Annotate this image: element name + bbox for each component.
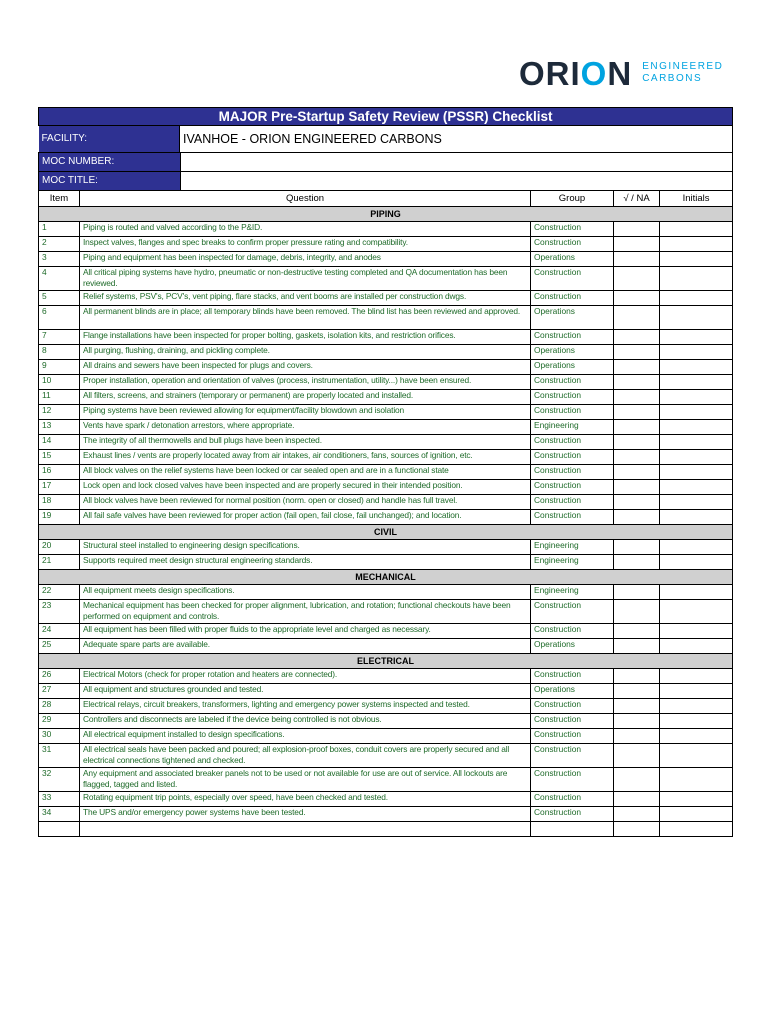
checklist-row — [39, 345, 733, 360]
section-header-row — [39, 570, 733, 585]
item-number: 24 — [39, 624, 80, 639]
question-text: Vents have spark / detonation arrestors, where appropriate. — [80, 420, 531, 435]
section-title: PIPING — [39, 207, 733, 222]
initials-cell[interactable] — [660, 495, 733, 510]
check-cell[interactable] — [614, 669, 660, 684]
check-cell[interactable] — [614, 495, 660, 510]
initials-cell[interactable] — [660, 744, 733, 768]
initials-cell[interactable] — [660, 267, 733, 291]
check-cell[interactable] — [614, 345, 660, 360]
check-cell[interactable] — [614, 807, 660, 822]
group-value: Construction — [531, 237, 614, 252]
question-text: Mechanical equipment has been checked for proper alignment, lubrication, and rotation; functional checkouts have been performed on equipment and controls. — [80, 600, 531, 624]
question-text: Adequate spare parts are available. — [80, 639, 531, 654]
group-value: Construction — [531, 291, 614, 306]
blank-cell — [531, 822, 614, 837]
item-number: 30 — [39, 729, 80, 744]
checklist-row — [39, 465, 733, 480]
item-number: 13 — [39, 420, 80, 435]
check-cell[interactable] — [614, 768, 660, 792]
initials-cell[interactable] — [660, 480, 733, 495]
group-value: Operations — [531, 684, 614, 699]
col-header-question: Question — [80, 191, 531, 207]
checklist-row — [39, 729, 733, 744]
checklist-row — [39, 420, 733, 435]
moc-title-label: MOC TITLE: — [39, 172, 180, 190]
check-cell[interactable] — [614, 792, 660, 807]
check-cell[interactable] — [614, 744, 660, 768]
initials-cell[interactable] — [660, 252, 733, 267]
group-value: Engineering — [531, 420, 614, 435]
question-text: All electrical equipment installed to design specifications. — [80, 729, 531, 744]
question-text: Rotating equipment trip points, especially over speed, have been checked and tested. — [80, 792, 531, 807]
initials-cell[interactable] — [660, 291, 733, 306]
question-text: Relief systems, PSV's, PCV's, vent piping, flare stacks, and vent booms are installed per construction dwgs. — [80, 291, 531, 306]
initials-cell[interactable] — [660, 222, 733, 237]
check-cell[interactable] — [614, 375, 660, 390]
question-text: Exhaust lines / vents are properly located away from air intakes, air conditioners, fans, sources of ignition, etc. — [80, 450, 531, 465]
initials-cell[interactable] — [660, 450, 733, 465]
item-number: 25 — [39, 639, 80, 654]
group-value: Construction — [531, 495, 614, 510]
initials-cell[interactable] — [660, 699, 733, 714]
item-number: 14 — [39, 435, 80, 450]
item-number: 12 — [39, 405, 80, 420]
question-text: All filters, screens, and strainers (temporary or permanent) are properly located and installed. — [80, 390, 531, 405]
initials-cell[interactable] — [660, 435, 733, 450]
check-cell[interactable] — [614, 390, 660, 405]
check-cell[interactable] — [614, 360, 660, 375]
item-number: 7 — [39, 330, 80, 345]
initials-cell[interactable] — [660, 510, 733, 525]
initials-cell[interactable] — [660, 420, 733, 435]
check-cell[interactable] — [614, 729, 660, 744]
checklist-sheet — [38, 107, 732, 837]
section-header-row — [39, 207, 733, 222]
group-value: Construction — [531, 450, 614, 465]
group-value: Operations — [531, 345, 614, 360]
checklist-row — [39, 291, 733, 306]
group-value: Construction — [531, 807, 614, 822]
section-title: MECHANICAL — [39, 570, 733, 585]
moc-number-field[interactable] — [180, 153, 531, 171]
question-text: All equipment meets design specifications. — [80, 585, 531, 600]
blank-cell[interactable] — [660, 822, 733, 837]
group-value: Construction — [531, 375, 614, 390]
check-cell[interactable] — [614, 330, 660, 345]
moc-title-field[interactable] — [180, 172, 531, 190]
blank-cell[interactable] — [614, 822, 660, 837]
checklist-row — [39, 807, 733, 822]
checklist-row — [39, 555, 733, 570]
moc-number-label: MOC NUMBER: — [39, 153, 180, 171]
checklist-row — [39, 330, 733, 345]
question-text: All block valves have been reviewed for normal position (norm. open or closed) and handle has full travel. — [80, 495, 531, 510]
check-cell[interactable] — [614, 405, 660, 420]
question-text: Lock open and lock closed valves have been inspected and are properly secured in their intended position. — [80, 480, 531, 495]
question-text: The integrity of all thermowells and bull plugs have been inspected. — [80, 435, 531, 450]
check-cell[interactable] — [614, 639, 660, 654]
question-text: Structural steel installed to engineering design specifications. — [80, 540, 531, 555]
item-number: 27 — [39, 684, 80, 699]
group-value: Construction — [531, 792, 614, 807]
item-number: 9 — [39, 360, 80, 375]
group-value: Engineering — [531, 555, 614, 570]
checklist-row — [39, 768, 733, 792]
group-value: Construction — [531, 405, 614, 420]
check-cell[interactable] — [614, 222, 660, 237]
item-number: 32 — [39, 768, 80, 792]
col-header-group: Group — [531, 191, 614, 207]
question-text: All fail safe valves have been reviewed for proper action (fail open, fail close, fail unchanged); and location. — [80, 510, 531, 525]
checklist-row — [39, 510, 733, 525]
checklist-row — [39, 375, 733, 390]
group-value: Construction — [531, 600, 614, 624]
item-number: 31 — [39, 744, 80, 768]
question-text: All electrical seals have been packed and poured; all explosion-proof boxes, conduit covers are properly secured and all electrical connections tightened and checked. — [80, 744, 531, 768]
check-cell[interactable] — [614, 450, 660, 465]
question-text: All block valves on the relief systems have been locked or car sealed open and are in a functional state — [80, 465, 531, 480]
item-number: 5 — [39, 291, 80, 306]
item-number: 23 — [39, 600, 80, 624]
checklist-row — [39, 450, 733, 465]
question-text: Piping is routed and valved according to the P&ID. — [80, 222, 531, 237]
group-value: Construction — [531, 744, 614, 768]
initials-cell[interactable] — [660, 555, 733, 570]
question-text: Proper installation, operation and orientation of valves (process, instrumentation, utility...) have been ensured. — [80, 375, 531, 390]
group-value: Engineering — [531, 540, 614, 555]
item-number: 26 — [39, 669, 80, 684]
column-header-row — [39, 191, 733, 207]
initials-cell[interactable] — [660, 714, 733, 729]
question-text: All equipment and structures grounded and tested. — [80, 684, 531, 699]
item-number: 19 — [39, 510, 80, 525]
check-cell[interactable] — [614, 714, 660, 729]
group-value: Construction — [531, 729, 614, 744]
initials-cell[interactable] — [660, 390, 733, 405]
checklist-row — [39, 639, 733, 654]
question-text: Inspect valves, flanges and spec breaks to confirm proper pressure rating and compatibility. — [80, 237, 531, 252]
question-text: Flange installations have been inspected for proper bolting, gaskets, isolation kits, and restriction orifices. — [80, 330, 531, 345]
checklist-row — [39, 585, 733, 600]
item-number: 2 — [39, 237, 80, 252]
group-value: Construction — [531, 714, 614, 729]
check-cell[interactable] — [614, 306, 660, 330]
question-text: Piping and equipment has been inspected for damage, debris, integrity, and anodes — [80, 252, 531, 267]
group-value: Construction — [531, 480, 614, 495]
checklist-row — [39, 390, 733, 405]
item-number: 33 — [39, 792, 80, 807]
blank-cell — [39, 822, 80, 837]
check-cell[interactable] — [614, 585, 660, 600]
item-number: 20 — [39, 540, 80, 555]
item-number: 15 — [39, 450, 80, 465]
question-text: Electrical relays, circuit breakers, transformers, lighting and emergency power systems inspected and tested. — [80, 699, 531, 714]
checklist-row — [39, 624, 733, 639]
check-cell[interactable] — [614, 624, 660, 639]
check-cell[interactable] — [614, 699, 660, 714]
item-number: 6 — [39, 306, 80, 330]
group-value: Operations — [531, 306, 614, 330]
group-value: Construction — [531, 510, 614, 525]
check-cell[interactable] — [614, 540, 660, 555]
checklist-row — [39, 744, 733, 768]
question-text: The UPS and/or emergency power systems have been tested. — [80, 807, 531, 822]
checklist-row — [39, 435, 733, 450]
group-value: Construction — [531, 768, 614, 792]
question-text: Piping systems have been reviewed allowing for equipment/facility blowdown and isolation — [80, 405, 531, 420]
item-number: 21 — [39, 555, 80, 570]
col-header-item: Item — [39, 191, 80, 207]
check-cell[interactable] — [614, 600, 660, 624]
initials-cell[interactable] — [660, 330, 733, 345]
checklist-table — [38, 107, 733, 837]
section-header-row — [39, 525, 733, 540]
checklist-row — [39, 699, 733, 714]
initials-cell[interactable] — [660, 465, 733, 480]
item-number: 8 — [39, 345, 80, 360]
question-text: All drains and sewers have been inspected for plugs and covers. — [80, 360, 531, 375]
checklist-row — [39, 306, 733, 330]
col-header-initials: Initials — [660, 191, 733, 207]
initials-cell[interactable] — [660, 306, 733, 330]
initials-cell[interactable] — [660, 375, 733, 390]
check-cell[interactable] — [614, 510, 660, 525]
item-number: 34 — [39, 807, 80, 822]
check-cell[interactable] — [614, 267, 660, 291]
checklist-row — [39, 237, 733, 252]
initials-cell[interactable] — [660, 600, 733, 624]
check-cell[interactable] — [614, 465, 660, 480]
initials-cell[interactable] — [660, 768, 733, 792]
group-value: Construction — [531, 435, 614, 450]
facility-value[interactable]: IVANHOE - ORION ENGINEERED CARBONS — [180, 126, 531, 152]
group-value: Construction — [531, 390, 614, 405]
initials-cell[interactable] — [660, 669, 733, 684]
checklist-row — [39, 405, 733, 420]
group-value: Operations — [531, 252, 614, 267]
item-number: 28 — [39, 699, 80, 714]
check-cell[interactable] — [614, 252, 660, 267]
checklist-title: MAJOR Pre-Startup Safety Review (PSSR) Checklist — [39, 108, 733, 126]
initials-cell[interactable] — [660, 345, 733, 360]
initials-cell[interactable] — [660, 585, 733, 600]
blank-cell — [80, 822, 531, 837]
check-cell[interactable] — [614, 291, 660, 306]
check-cell[interactable] — [614, 684, 660, 699]
company-logo — [519, 54, 724, 92]
checklist-row — [39, 222, 733, 237]
facility-label: FACILITY: — [39, 126, 180, 152]
question-text: Controllers and disconnects are labeled if the device being controlled is not obvious. — [80, 714, 531, 729]
item-number: 17 — [39, 480, 80, 495]
initials-cell[interactable] — [660, 405, 733, 420]
logo-wordmark: ORION — [519, 54, 633, 92]
item-number: 22 — [39, 585, 80, 600]
question-text: Electrical Motors (check for proper rotation and heaters are connected). — [80, 669, 531, 684]
checklist-row — [39, 252, 733, 267]
item-number: 11 — [39, 390, 80, 405]
checklist-row — [39, 669, 733, 684]
initials-cell[interactable] — [660, 360, 733, 375]
item-number: 29 — [39, 714, 80, 729]
group-value: Construction — [531, 669, 614, 684]
group-value: Operations — [531, 360, 614, 375]
item-number: 3 — [39, 252, 80, 267]
question-text: All permanent blinds are in place; all temporary blinds have been removed. The blind list has been reviewed and approved. — [80, 306, 531, 330]
initials-cell[interactable] — [660, 624, 733, 639]
initials-cell[interactable] — [660, 639, 733, 654]
group-value: Construction — [531, 624, 614, 639]
group-value: Construction — [531, 267, 614, 291]
checklist-row — [39, 714, 733, 729]
question-text: All purging, flushing, draining, and pickling complete. — [80, 345, 531, 360]
checklist-row — [39, 792, 733, 807]
initials-cell[interactable] — [660, 792, 733, 807]
checklist-row — [39, 480, 733, 495]
initials-cell[interactable] — [660, 237, 733, 252]
question-text: All critical piping systems have hydro, pneumatic or non-destructive testing completed and QA documentation has been reviewed. — [80, 267, 531, 291]
item-number: 4 — [39, 267, 80, 291]
blank-row — [39, 822, 733, 837]
initials-cell[interactable] — [660, 807, 733, 822]
initials-cell[interactable] — [660, 684, 733, 699]
initials-cell[interactable] — [660, 729, 733, 744]
group-value: Construction — [531, 222, 614, 237]
checklist-row — [39, 540, 733, 555]
check-cell[interactable] — [614, 480, 660, 495]
checklist-row — [39, 684, 733, 699]
item-number: 1 — [39, 222, 80, 237]
question-text: Supports required meet design structural engineering standards. — [80, 555, 531, 570]
question-text: All equipment has been filled with proper fluids to the appropriate level and charged as necessary. — [80, 624, 531, 639]
logo-tagline: ENGINEERED CARBONS — [642, 61, 724, 84]
section-header-row — [39, 654, 733, 669]
check-cell[interactable] — [614, 435, 660, 450]
group-value: Construction — [531, 465, 614, 480]
checklist-row — [39, 267, 733, 291]
checklist-row — [39, 360, 733, 375]
question-text: Any equipment and associated breaker panels not to be used or not available for use are out of service. All lockouts are flagged, tagged and listed. — [80, 768, 531, 792]
item-number: 10 — [39, 375, 80, 390]
group-value: Construction — [531, 330, 614, 345]
section-title: CIVIL — [39, 525, 733, 540]
checklist-row — [39, 600, 733, 624]
checklist-row — [39, 495, 733, 510]
col-header-check: √ / NA — [614, 191, 660, 207]
group-value: Operations — [531, 639, 614, 654]
item-number: 16 — [39, 465, 80, 480]
check-cell[interactable] — [614, 555, 660, 570]
group-value: Construction — [531, 699, 614, 714]
check-cell[interactable] — [614, 420, 660, 435]
group-value: Engineering — [531, 585, 614, 600]
section-title: ELECTRICAL — [39, 654, 733, 669]
check-cell[interactable] — [614, 237, 660, 252]
item-number: 18 — [39, 495, 80, 510]
initials-cell[interactable] — [660, 540, 733, 555]
